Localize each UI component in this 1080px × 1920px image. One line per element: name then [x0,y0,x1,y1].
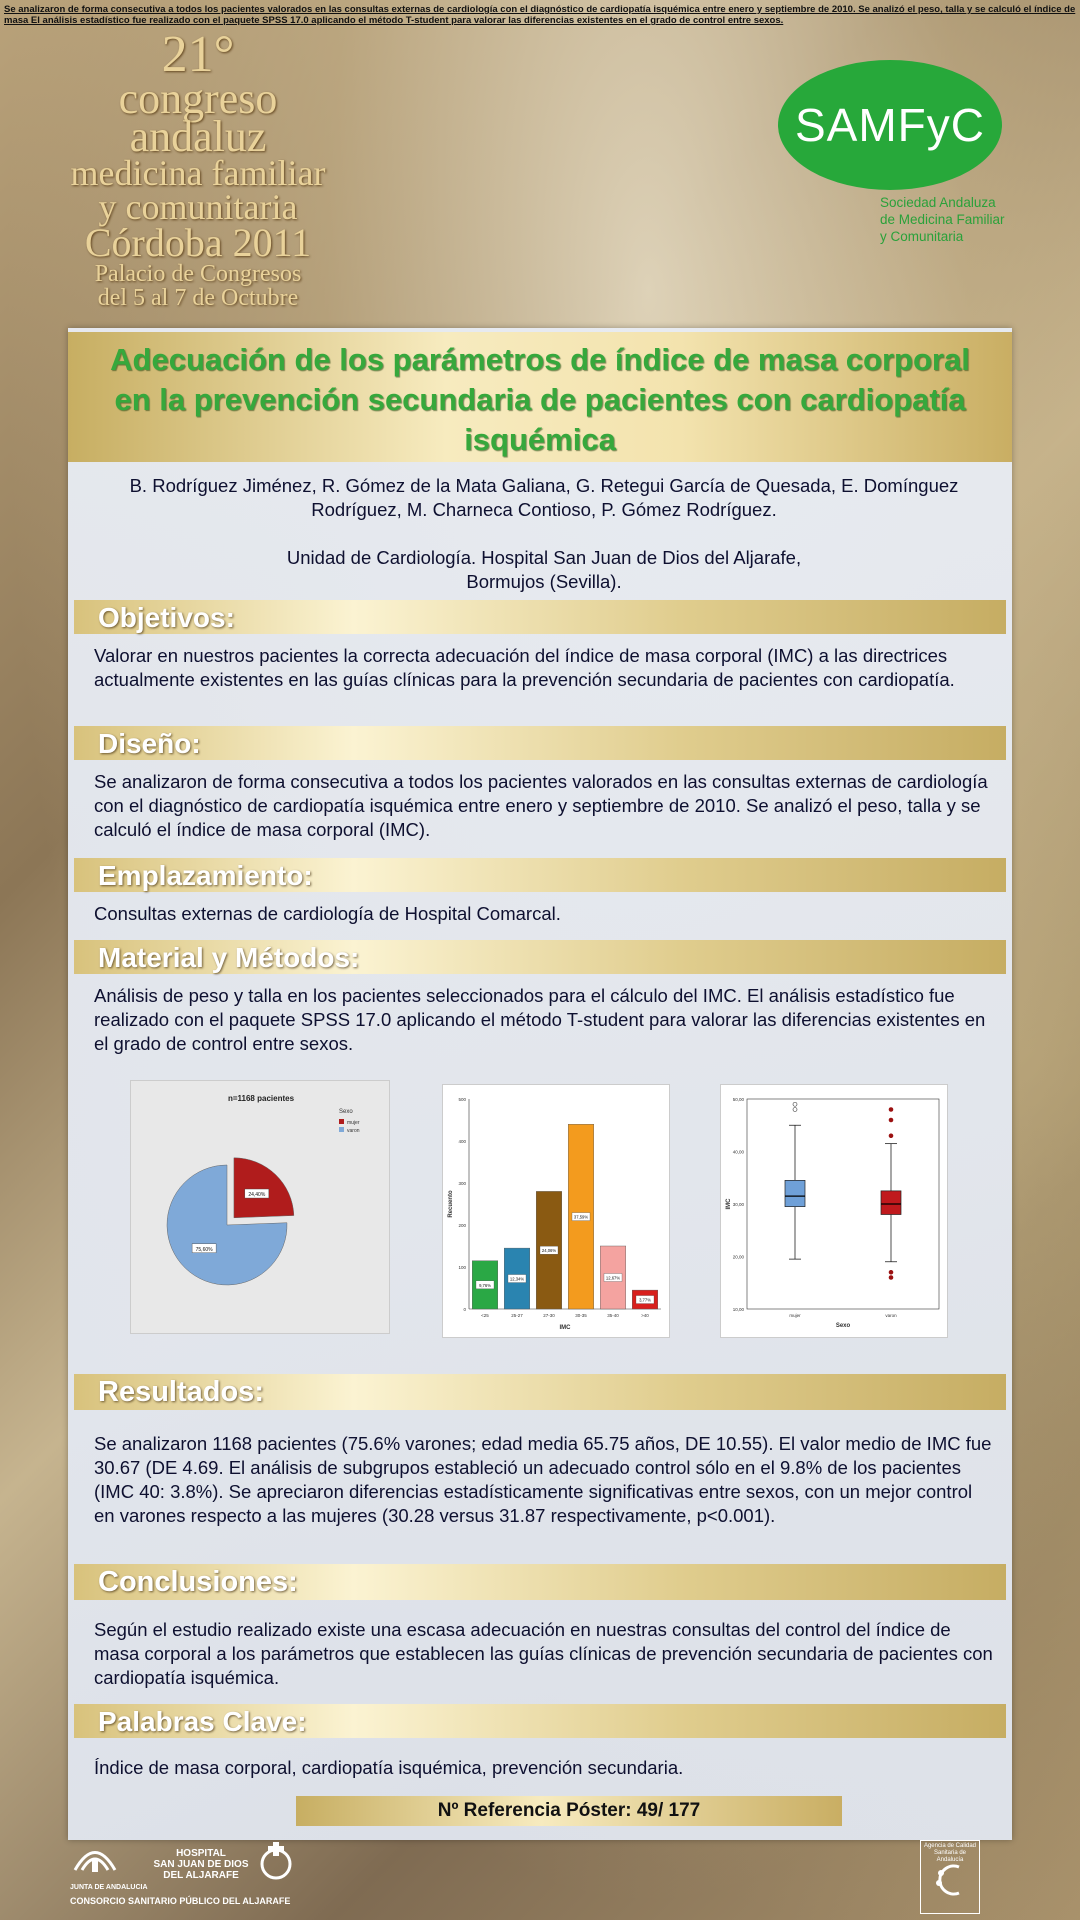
section-bar-material [74,940,1006,974]
pie-legend-title: Sexo [339,1109,353,1115]
bar-y-tick: 400 [458,1139,466,1144]
bar-chart-panel [442,1084,670,1338]
box-y-label: IMC [726,1198,732,1210]
poster-title: Adecuación de los parámetros de índice de masa corporal en la prevención secundaria de pacientes con cardiopatía isquémica [110,342,970,457]
diseno-text: Se analizaron de forma consecutiva a todos los pacientes valorados en las consultas externas de cardiología con el diagnóstico de cardiopatía isquémica entre enero y septiembre de 2010. Se analizó el peso, talla y se calculó el índice de masa corporal (IMC). [94,771,988,840]
box-x-label: Sexo [835,1323,851,1329]
pie-chart-panel [130,1080,390,1334]
reference-bar [296,1796,842,1826]
material-text: Análisis de peso y talla en los pacientes seleccionados para el cálculo del IMC. El análisis estadístico fue realizado con el paquete SPSS 17.0 aplicando el método T-student para valorar las diferencias existentes en el grado de control entre sexos. [94,985,986,1054]
bar-y-tick: 300 [458,1181,466,1186]
consorcio-label: CONSORCIO SANITARIO PÚBLICO DEL ALJARAFE [70,1896,291,1906]
pie-chart [131,1081,389,1333]
pie-legend-swatch-varon [339,1127,344,1132]
bar-y-tick: 100 [458,1265,466,1270]
samfyc-logo [778,60,1008,260]
resultados-heading: Resultados: [98,1376,264,1408]
diseno-heading: Diseño: [98,728,201,759]
box-outlier-0-0 [793,1108,797,1112]
bar-label-4: 12,67% [605,1275,621,1281]
box-y-tick: 50,00 [732,1097,744,1102]
section-bar-objetivos [74,600,1006,634]
bar-x-tick-5: >40 [641,1313,649,1318]
footer [68,1840,1012,1914]
agencia-logo [920,1840,980,1914]
bar-y-label: Recuento [448,1190,454,1218]
box-y-tick: 10,00 [732,1307,744,1312]
conclusiones-text: Según el estudio realizado existe una escasa adecuación en nuestras consultas del control del índice de masa corporal a los parámetros que establecen las guías clínicas de prevención secundaria de pacientes con cardiopatía isquémica. [94,1619,993,1688]
box-outlier-1-0 [889,1276,893,1280]
bar-x-tick-0: <25 [481,1313,489,1318]
samfyc-sub3: y Comunitaria [880,229,964,244]
bar-x-tick-1: 25-27 [511,1313,523,1318]
poster-panel [68,328,1012,1840]
objetivos-heading: Objetivos: [98,602,235,633]
congress-number: 21° [161,26,235,83]
hospital-emblem-icon [258,1840,294,1884]
samfyc-sub1: Sociedad Andaluza [880,195,996,210]
pie-title: n=1168 pacientes [227,1094,295,1103]
junta-label: JUNTA DE ANDALUCIA [70,1884,148,1891]
pie-label-mujer: 24,40% [248,1192,266,1199]
bar-x-tick-4: 35-40 [607,1313,619,1318]
affiliation-line2: Bormujos (Sevilla). [466,571,622,592]
bar-y-tick: 200 [458,1223,466,1228]
samfyc-sub2: de Medicina Familiar [880,212,1005,227]
section-bar-emplazamiento [74,858,1006,892]
box-outlier-1-4 [889,1108,893,1112]
box-outlier-1-2 [889,1134,893,1138]
palabras-heading: Palabras Clave: [98,1706,307,1737]
pie-legend-label-mujer: mujer [347,1120,360,1126]
hospital-line2: SAN JUAN DE DIOS [153,1859,249,1870]
agencia-line1: Agencia de Calidad [923,1843,977,1849]
emplazamiento-heading: Emplazamiento: [98,860,313,891]
bar-label-0: 9,76% [479,1282,491,1288]
samfyc-subtitle [880,194,1040,245]
reference-number: Nº Referencia Póster: 49/ 177 [437,1800,701,1821]
section-bar-palabras [74,1704,1006,1738]
congress-logo [18,26,378,311]
pie-legend-swatch-mujer [339,1119,344,1124]
hospital-line1: HOSPITAL [176,1848,226,1859]
box-x-tick-0: mujer [789,1313,801,1318]
congress-line7: del 5 al 7 de Octubre [97,285,299,311]
box-y-tick: 30,00 [732,1202,744,1207]
box-plot [721,1085,947,1337]
section-bar-resultados [74,1374,1006,1410]
emplazamiento-text: Consultas externas de cardiología de Hospital Comarcal. [94,903,561,924]
bar-y-tick: 0 [463,1307,466,1312]
congress-line3: medicina familiar [70,153,326,193]
bar-chart [443,1085,669,1337]
congress-line2: andaluz [129,112,267,161]
agencia-line2: Sanitaria de Andalucía [933,1850,967,1863]
junta-logo-icon [70,1840,120,1880]
box-plot-panel [720,1084,948,1338]
box-x-tick-1: varon [885,1313,897,1318]
section-bar-conclusiones [74,1564,1006,1600]
congress-line1: congreso [118,74,278,123]
samfyc-name: SAMFyC [795,99,985,151]
bar-x-tick-3: 30-35 [575,1313,587,1318]
bar-label-5: 3,77% [639,1297,651,1303]
material-heading: Material y Métodos: [98,942,360,973]
title-bar [68,332,1012,462]
top-strip-text: Se analizaron de forma consecutiva a todos los pacientes valorados en las consultas externas de cardiología con el diagnóstico de cardiopatía isquémica entre enero y septiembre de 2010. Se analizó el peso, talla y se calculó el índice de masa El análisis estadístico fue realizado con el paquete SPSS 17.0 aplicando el método T-student para valorar las diferencias existentes en el grado de control entre sexos. [4,4,1076,26]
authors: B. Rodríguez Jiménez, R. Gómez de la Mata Galiana, G. Retegui García de Quesada, E. Domínguez Rodríguez, M. Charneca Contioso, P. Gómez Rodríguez. [129,475,959,520]
box-plot-frame [747,1099,939,1309]
box-1 [881,1191,901,1215]
resultados-text: Se analizaron 1168 pacientes (75.6% varones; edad media 65.75 años, DE 10.55). El valor medio de IMC fue 30.67 (DE 4.69. El análisis de subgrupos estableció un adecuado control sólo en el 9.8% de los pacientes (IMC 40: 3.8%). Se apreciaron diferencias estadísticamente significativas entre sexos, con un mejor control en varones respecto a las mujeres (30.28 versus 31.87 respectivamente, p<0.001). [94,1433,992,1526]
bar-label-1: 12,34% [509,1276,525,1282]
conclusiones-heading: Conclusiones: [98,1566,298,1598]
affiliation-line1: Unidad de Cardiología. Hospital San Juan de Dios del Aljarafe, [286,547,802,568]
agencia-emblem-icon [929,1859,971,1899]
congress-line6: Palacio de Congresos [94,261,302,287]
bar-y-tick: 500 [458,1097,466,1102]
box-0 [785,1180,805,1206]
box-outlier-0-1 [793,1102,797,1106]
box-y-tick: 40,00 [732,1149,744,1155]
bar-x-label: IMC [559,1325,571,1331]
box-y-tick: 20,00 [732,1254,744,1260]
congress-line5: Córdoba 2011 [84,220,312,265]
bar-label-3: 37,59% [573,1214,589,1220]
congress-line4: y comunitaria [98,187,298,227]
hospital-line3: DEL ALJARAFE [163,1870,239,1881]
box-outlier-1-3 [889,1118,893,1122]
bar-x-tick-2: 27-30 [543,1313,555,1318]
hospital-name [146,1848,256,1881]
box-outlier-1-1 [889,1270,893,1274]
bar-label-2: 24,06% [541,1248,557,1254]
pie-slice-mujer [234,1158,294,1218]
objetivos-text: Valorar en nuestros pacientes la correcta adecuación del índice de masa corporal (IMC) a las directrices actualmente existentes en las guías clínicas para la prevención secundaria de pacientes con cardiopatía. [94,645,955,690]
pie-legend-label-varon: varon [347,1128,360,1134]
pie-label-varon: 75,60% [195,1246,213,1253]
section-bar-diseno [74,726,1006,760]
palabras-text: Índice de masa corporal, cardiopatía isquémica, prevención secundaria. [94,1757,684,1778]
